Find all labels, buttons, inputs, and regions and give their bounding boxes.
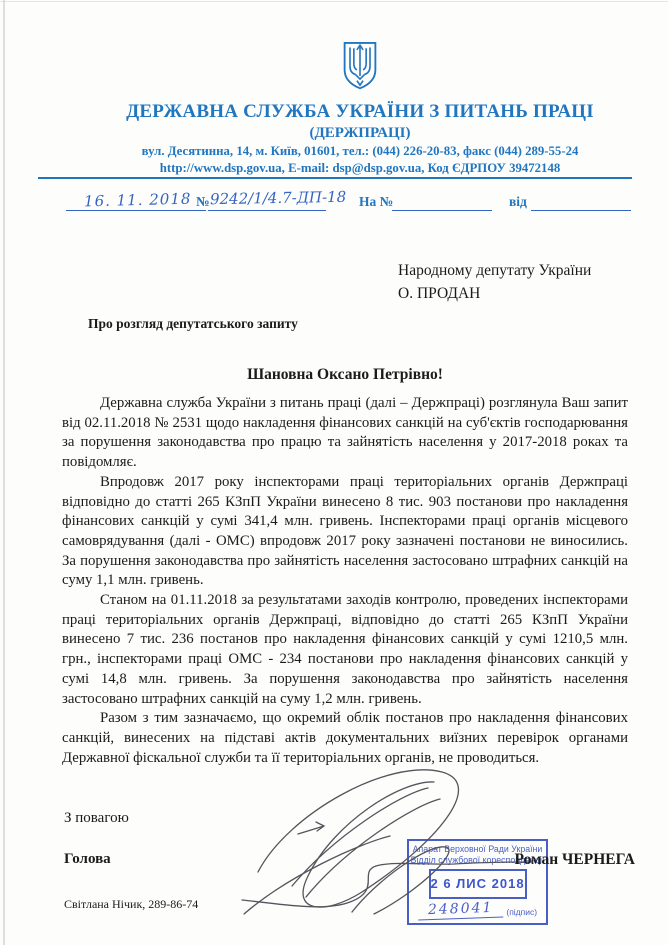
body-paragraph: Впродовж 2017 року інспекторами праці територіальних органів Держпраці відповідно до статті 265 КЗпП України винесено 8 тис. 903 постанови про накладення фінансових санкцій у сумі 341,4 млн. гривень. Інспекторами праці органів місцевого самоврядування (далі - ОМС) впродовж 2017 року зазначені постанови не виносились. За порушення законодавства про зайнятість населення застосовано штрафних санкцій на суму 1,1 млн. гривень. bbox=[62, 473, 628, 589]
stamp-date: 2 6 ЛИС 2018 bbox=[429, 869, 527, 899]
stamp-org-line2: Відділ службової кореспонденції bbox=[410, 854, 545, 865]
body-paragraph: Станом на 01.11.2018 за результатами заходів контролю, проведених інспекторами праці територіальних органів Держпраці, відповідно до статті 265 КЗпП України винесено 7 тис. 236 постанов про накладення фінансових санкцій у сумі 1210,5 млн. грн., інспекторами праці ОМС - 234 постанови про накладення фінансових санкцій у сумі 14,8 млн. гривень. За порушення законодавства про зайнятість населення застосовано штрафних санкцій на суму 1,2 млн. гривень. bbox=[62, 592, 628, 707]
closing-regards: З повагою bbox=[64, 810, 129, 826]
number-underline bbox=[208, 210, 326, 211]
org-contacts: http://www.dsp.gov.ua, E-mail: dsp@dsp.gov.ua, Код ЄДРПОУ 39472148 bbox=[159, 161, 561, 175]
org-name: ДЕРЖАВНА СЛУЖБА УКРАЇНИ З ПИТАНЬ ПРАЦІ bbox=[126, 101, 594, 122]
executor-note: Світлана Нічик, 289-86-74 bbox=[64, 897, 199, 911]
reply-from-label: від bbox=[509, 194, 527, 209]
subject-line: Про розгляд депутатського запиту bbox=[88, 316, 298, 331]
scan-edge-top bbox=[0, 1, 668, 2]
body-paragraph: Разом з тим зазначаємо, що окремий облік постанов про накладення фінансових санкцій, винесених на підставі актів документальних виїзних перевірок органами Державної фіскальної служби та її територіальних органів, не проводиться. bbox=[62, 710, 628, 766]
body-paragraph: Державна служба України з питань праці (далі – Держпраці) розглянула Ваш запит від 02.11.2018 № 2531 щодо накладення фінансових санкцій на суб'єктів господарювання за порушення законодавства про працю та зайнятість населення у 2017-2018 роках та повідомляє. bbox=[62, 395, 628, 471]
signer-name: Роман ЧЕРНЕГА bbox=[514, 851, 635, 868]
number-label: № bbox=[196, 194, 210, 209]
letterhead-divider bbox=[38, 177, 632, 179]
letterhead bbox=[60, 36, 660, 176]
signer-position: Голова bbox=[64, 851, 111, 867]
handwritten-outgoing-number: 9242/1/4.7-ДП-18 bbox=[209, 187, 347, 209]
handwritten-date: 16. 11. 2018 bbox=[83, 189, 192, 211]
reply-to-label: На № bbox=[359, 194, 394, 209]
recipient-line2: О. ПРОДАН bbox=[398, 284, 481, 302]
letter-body bbox=[62, 394, 628, 768]
stamp-signature-caption: (підпис) bbox=[506, 907, 538, 917]
org-address: вул. Десятинна, 14, м. Київ, 01601, тел.: (044) 226-20-83, факс (044) 289-55-24 bbox=[141, 144, 579, 158]
ukraine-trident-emblem-icon bbox=[340, 36, 380, 96]
scan-edge-left bbox=[3, 0, 5, 945]
handwritten-signature bbox=[240, 752, 560, 920]
salutation: Шановна Оксано Петрівно! bbox=[247, 366, 443, 383]
reply-to-underline bbox=[392, 210, 492, 211]
recipient-line1: Народному депутату України bbox=[398, 262, 592, 279]
stamp-org-line1: Апарат Верховної Ради України bbox=[412, 844, 543, 854]
reply-from-underline bbox=[531, 210, 631, 211]
recipient-block bbox=[398, 260, 591, 305]
stamp-handwritten-number: 248041 bbox=[418, 900, 504, 921]
date-underline bbox=[66, 210, 206, 211]
org-short-name: (ДЕРЖПРАЦІ) bbox=[309, 125, 411, 141]
